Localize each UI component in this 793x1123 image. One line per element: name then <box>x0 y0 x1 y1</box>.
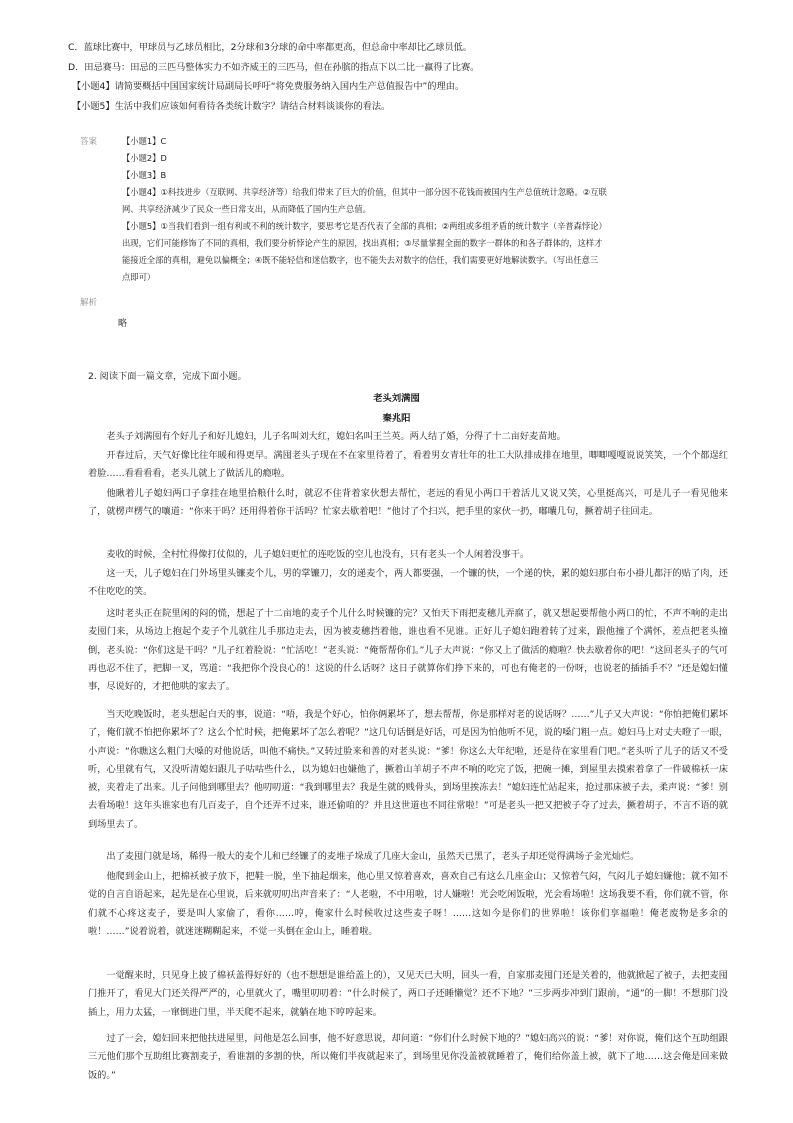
analysis-label: 解析 <box>80 298 98 308</box>
answer-line: 出现，它们可能修饰了不同的真相，我们要分析悖论产生的原因，找出真相；③尽量掌握全面的数字一群体的和各子群体的，这样才 <box>122 238 603 248</box>
article-paragraph: 他瞅着儿子媳妇两口子拿挂在地里拾粮什么时，就忍不住背着家伙想去帮忙，老远的看见小两口干着活儿又说又笑，心里挺高兴，可是儿子一看见他来了，就楞声楞气的嚷道：“你来干吗？还用得着你干活吗？忙家去歇着吧！”他讨了个扫兴，把手里的家伙一扔，嘟囔几句，撅着胡子往回走。 <box>88 488 728 518</box>
article-paragraph: 开春过后，天气好像比往年暖和得更早。满囤老头子现在不在家里待着了，看着男女青壮年的壮工大队排成排在地里，唧唧嘎嘎说说笑笑，一个个都逞红着脸……看看看看，老头儿就上了做活儿的瘾啦。 <box>88 450 728 480</box>
answer-line: 能接近全部的真相，避免以偏概全；④既不能轻信和迷信数字，也不能失去对数字的信任，我们需要更好地解读数字。（写出任意三 <box>122 255 599 265</box>
article-paragraph: 一觉醒来时，只见身上披了棉袄盖得好好的（也不想想是谁给盖上的），又见天已大明，回头一看，自家那麦囤门还是关着的，他就掀起了被子，去把麦囤门推开了，看见大门还关得严严的，心里就火了，嘴里叨叨着：“什么时候了，两口子还睡懒觉？还不下地？”三步两步冲到门跟前，“通”的一脚！不想那门没插上，用力太猛，一窜倒进门里，半天爬不起来，就躺在地下哼哼起来。 <box>88 970 728 1018</box>
answer-line: 【小题5】①当我们看到一组有利或不利的统计数字，要思考它是否代表了全部的真相；②两组或多组矛盾的统计数字（辛普森悖论） <box>122 221 607 231</box>
article-paragraph: 当天吃晚饭时，老头想起白天的事，说道：“唔，我是个好心，怕你俩累坏了，想去帮帮，你是那样对老的说话呀？……”儿子又大声说：“你怕把俺们累坏了，俺们就不怕把你累坏了？这么个忙时候，把俺累坏了怎么着呢？”这几句话倒是好话，可是因为怕他听不见，说的嗓门粗一点。媳妇马上对丈夫瞪了一眼，小声说：“你瞧这么粗门大嗓的对他说话，叫他不痛快。”又转过脸来和善的对老头说：“爹！你这么大年纪啦，还是待在家里看门吧。”老头听了儿子的话又不受听，心里就有气，又没听清媳妇跟儿子咕咕些什么，以为媳妇也嫌他了，撅着山羊胡子不声不响的吃完了饭，把碗一摊，到屋里去摸索着拿了一件破棉袄一床被，夹着走了出来。儿子问他到哪里去？他叨叨道：“我到哪里去？我是生就的贱骨头，到场里挨冻去！”媳妇连忙站起来，抢过那床被子去，柔声说：“爹！别去看场啦！这年头谁家也有几百麦子，自个还弄不过来，谁还偷咱的？并且这世道也不同往常啦！”可是老头一把又把被子夺了过去，撅着胡子，不言不语的就到场里去了。 <box>88 709 728 830</box>
question-2-heading: 2. 阅读下面一篇文章，完成下面小题。 <box>88 371 247 382</box>
question-option-d: D．田忌赛马：田忌的三匹马整体实力不如齐威王的三匹马，但在孙膑的指点下以二比一赢得了比赛。 <box>68 62 480 73</box>
article-author: 秦兆阳 <box>382 413 411 424</box>
article-paragraph: 这时老头正在院里闲的闷的慌，想起了十二亩地的麦子个儿什么时候镰的完？又怕天下雨把麦穗儿弄腐了，就又想起要帮他小两口的忙，不声不响的走出麦囤门来，从场边上抱起个麦子个儿就往儿手那边走去，因为被麦穗挡着他，谁也看不见谁。正好儿子媳妇跑着转了过来，跟他撞了个满怀，差点把老头撞倒，老头说：“你们这是干吗？”儿子红着脸说：“忙活吃！”老头说：“俺帮帮你们。”儿子大声说：“你又上了做活的瘾啦？快去歇着你的吧！”这回老头子的气可再也忍不住了，把脚一叉，骂道：“我把你个没良心的！这说的什么话呀？这日子就算你们挣下来的，可也有俺老的一份呀，也说老的插插手不？”还是媳妇懂事，尽说好的，才把他哄的家去了。 <box>88 608 728 693</box>
answer-label: 答案 <box>80 137 98 147</box>
answer-line: 【小题2】D <box>122 153 167 163</box>
answer-line: 网、共享经济减少了民众一些日常支出，从而降低了国内生产总值。 <box>122 204 371 214</box>
article-title: 老头刘满囤 <box>373 393 420 404</box>
analysis-text: 略 <box>118 319 128 329</box>
article-paragraph: 出了麦囤门就是场，稀得一般大的麦个儿和已经镰了的麦堆子垛成了几座大金山，虽然天已黑了，老头子却还觉得满场子金光灿烂。 <box>106 851 640 862</box>
answer-line: 点即可） <box>122 272 156 282</box>
question-option-c: C．蓝球比赛中，甲球员与乙球员相比，2分球和3分球的命中率都更高，但总命中率却比乙球员低。 <box>68 42 472 53</box>
article-paragraph: 这一天，儿子媳妇在门外场里头镰麦个儿，男的掌镰刀，女的递麦个，两人都要强，一个镰的快，一个递的快，累的媳妇那白布小褂儿都汗的贴了肉，还不住吃吃的笑。 <box>88 568 728 598</box>
question-5: 【小题5】生活中我们应该如何看待各类统计数字？请结合材料谈谈你的看法。 <box>72 101 391 112</box>
question-4: 【小题4】请简要概括中国国家统计局副局长呼吁“将免费服务纳入国内生产总值报告中”的理由。 <box>72 81 465 92</box>
answer-line: 【小题4】①科技进步（互联网、共享经济等）给我们带来了巨大的价值，但其中一部分因不花钱而被国内生产总值统计忽略。②互联 <box>122 187 607 197</box>
article-paragraph: 老头子刘满囤有个好儿子和好儿媳妇，儿子名叫刘大红，媳妇名叫王兰英。两人结了婚，分得了十二亩好麦苗地。 <box>106 431 566 442</box>
article-paragraph: 麦收的时候，全村忙得像打仗似的，儿子媳妇更忙的连吃饭的空儿也没有，只有老头一个人闲着没事干。 <box>106 549 530 560</box>
answer-line: 【小题3】B <box>122 170 167 180</box>
article-paragraph: 他爬到金山上，把棉袄被子放下，把鞋一脱，坐下抽起烟来，他心里又惊着喜欢，喜欢自己有这么几座金山；又惊着气闷，气闷儿子媳妇嫌他；就不知不觉的自言自语起来，起先是在心里说，后来就叨叨出声音来了：“人老啦，不中用啦，讨人嫌啦！光会吃闲饭啦，光会看场啦！这场我要不看，你们就不管，你们就不心疼这麦子，要是叫人家偷了，看你……哼，俺家什么时候收过这些麦子呀！……这如今是你们的世界啦！该你们享福啦！俺老废物是多余的啦！……”说着说着，就迷迷糊糊起来，不觉一头倒在金山上，睡着啦。 <box>88 871 728 937</box>
answer-line: 【小题1】C <box>122 136 167 146</box>
article-paragraph: 过了一会，媳妇回来把他扶进屋里，问他是怎么回事，他不好意思说，却问道：“你们什么时候下地的？”媳妇高兴的说：“爹！对你说，俺们这个互助组跟三元他们那个互助组比赛割麦子，看谁割的多割的快，所以俺们半夜就起来了，到场里见你没盖被就睡着了，俺们给你盖上被，就下了地……这会俺是回来做饭的。” <box>88 1033 728 1081</box>
